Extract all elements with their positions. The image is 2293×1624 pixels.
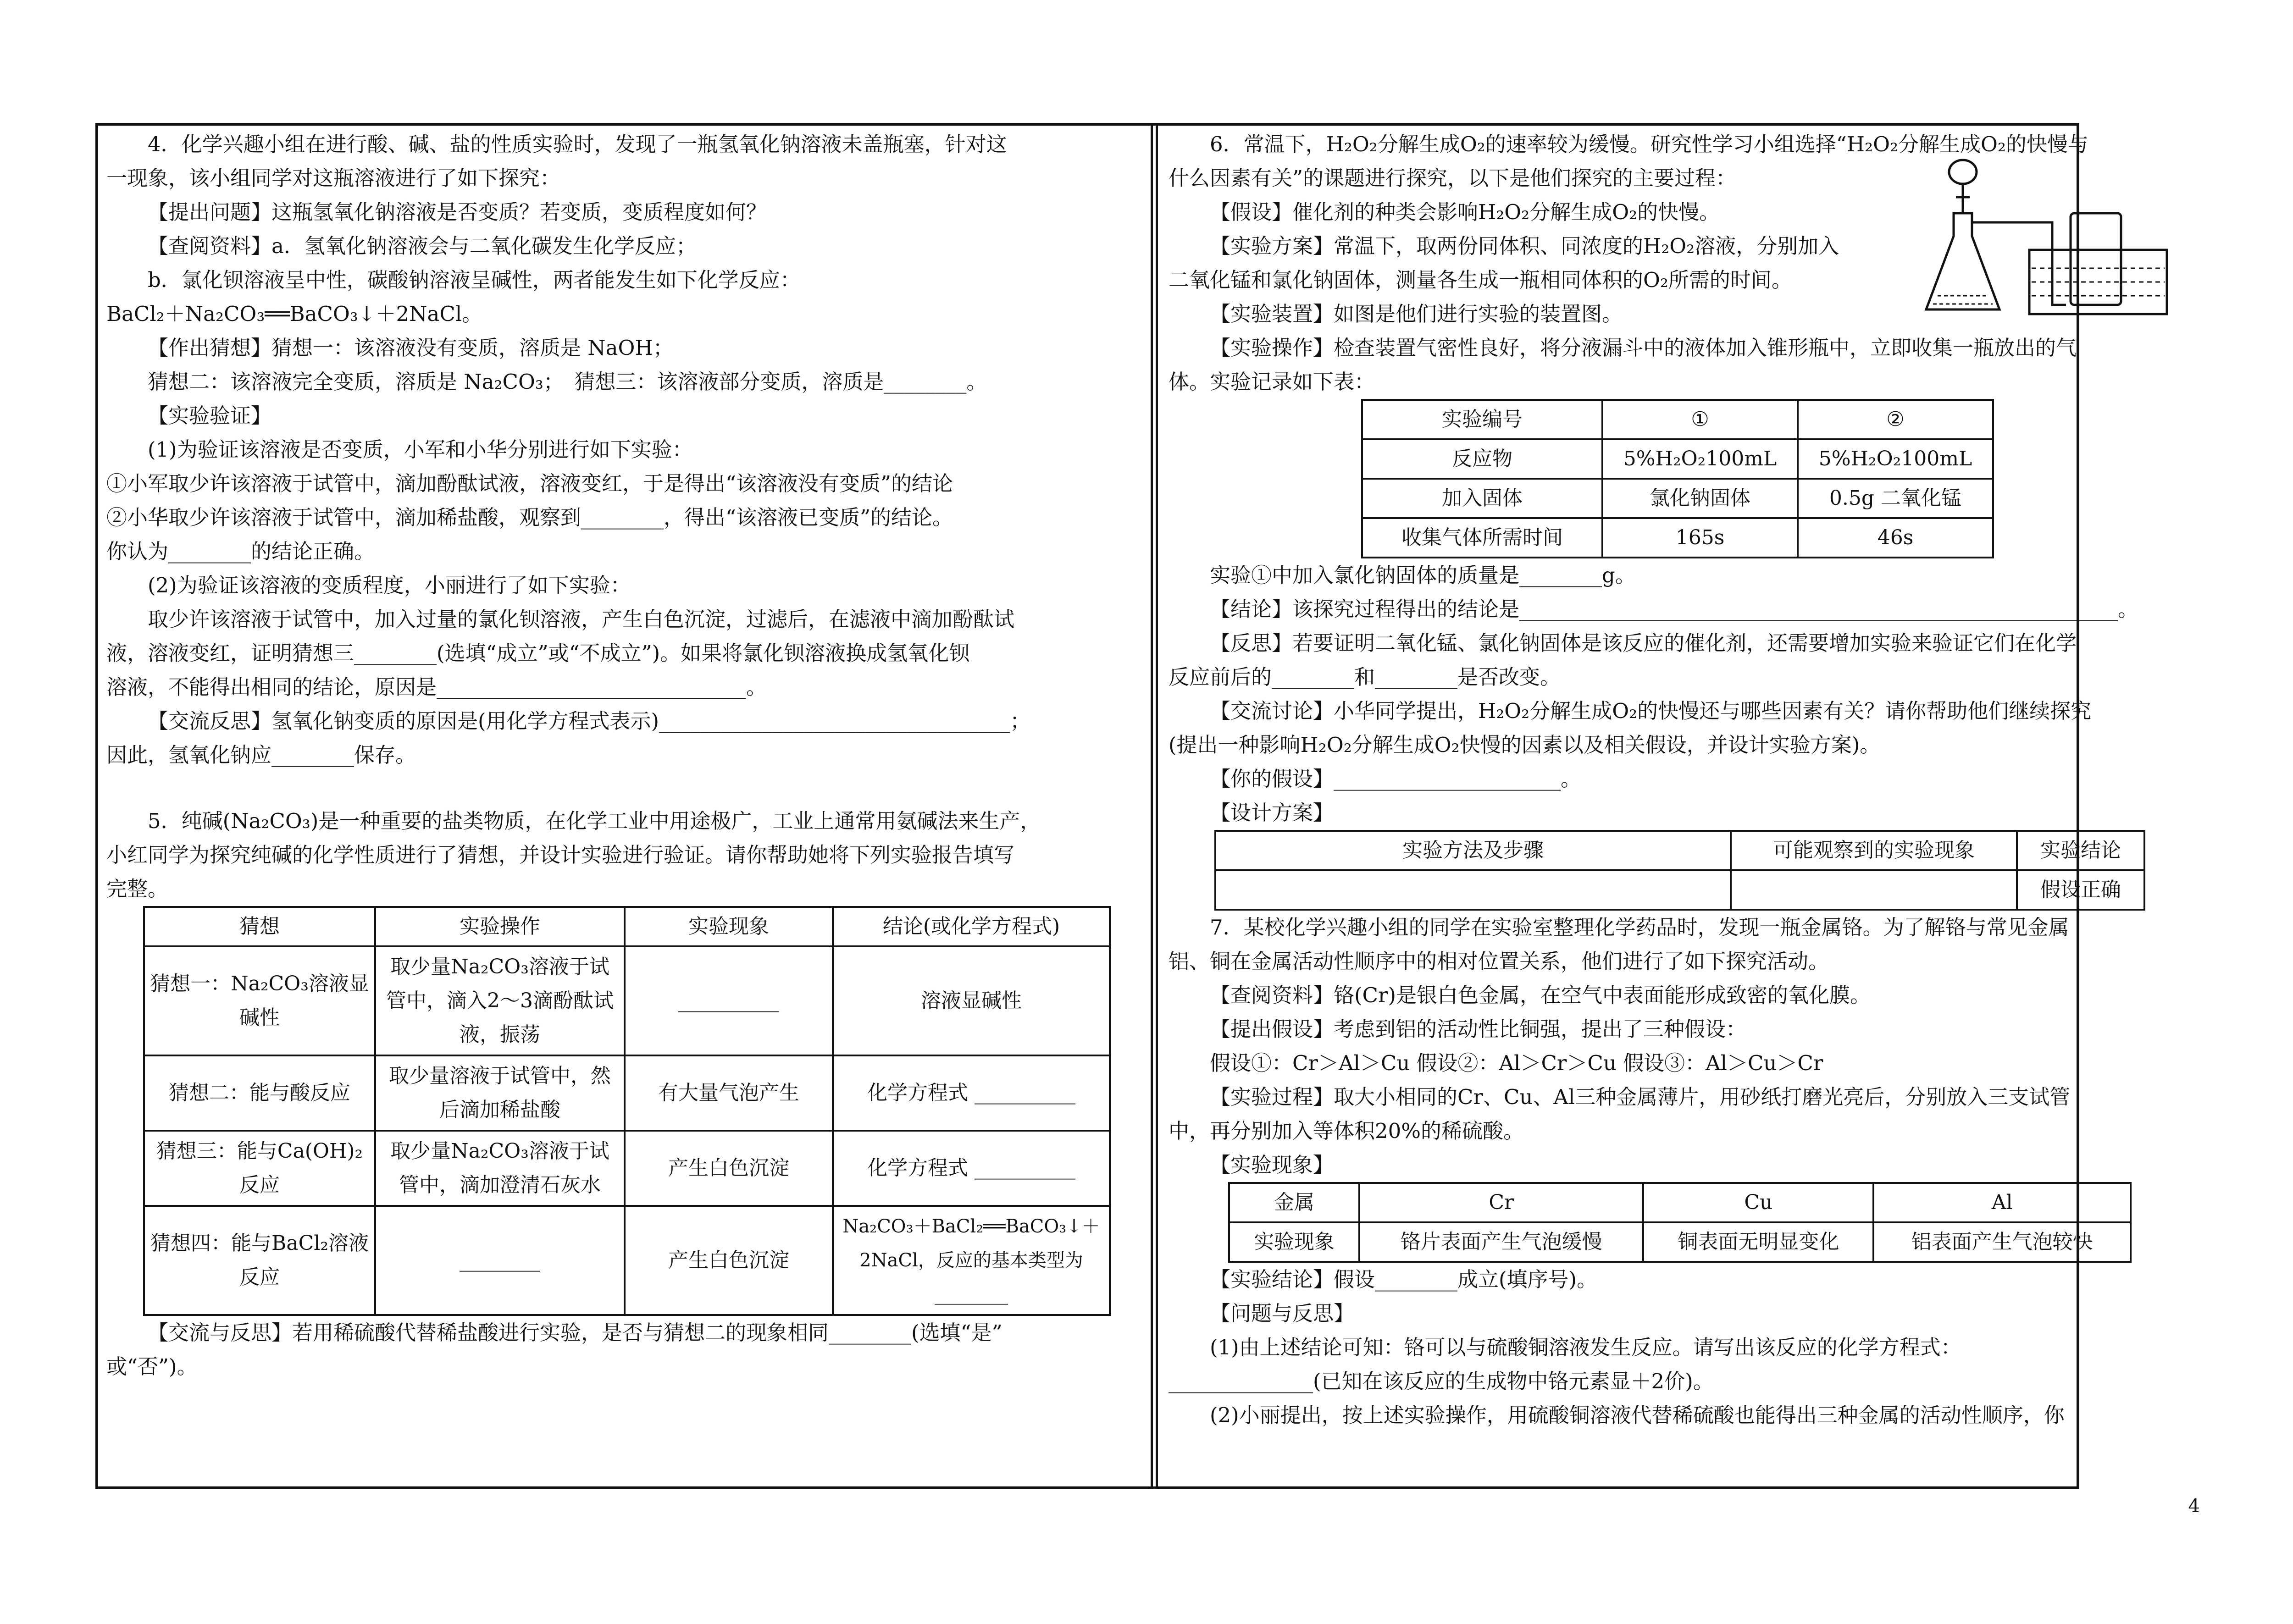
table-cell: 铝表面产生气泡较快 — [1873, 1222, 2131, 1262]
q6-line: 什么因素有关”的课题进行探究，以下是他们探究的主要过程： — [1169, 166, 1737, 190]
table-cell: 165s — [1602, 518, 1798, 558]
table-cell: 猜想三：能与Ca(OH)₂反应 — [144, 1131, 375, 1206]
table-header-row — [144, 907, 1110, 946]
q4-line: BaCl₂＋Na₂CO₃══BaCO₃↓＋2NaCl。 — [106, 302, 483, 326]
table-header: Cu — [1643, 1183, 1873, 1222]
q4-line: 你认为________的结论正确。 — [106, 539, 375, 563]
q7-line: 【查阅资料】铬(Cr)是银白色金属，在空气中表面能形成致密的氧化膜。 — [1210, 983, 1871, 1007]
q6-line: 【你的假设】______________________。 — [1210, 767, 1582, 791]
table-header: Cr — [1359, 1183, 1643, 1222]
design-table — [1214, 830, 2145, 911]
table-cell: __________ — [625, 946, 833, 1055]
table-header: 实验结论 — [2017, 831, 2144, 870]
table-header: 结论(或化学方程式) — [833, 907, 1110, 946]
q6-line: 【实验操作】检查装置气密性良好，将分液漏斗中的液体加入锥形瓶中，立即收集一瓶放出的气 — [1210, 336, 2077, 360]
column-divider — [1151, 123, 1158, 1489]
table-header: 实验现象 — [625, 907, 833, 946]
q7-line: 铝、铜在金属活动性顺序中的相对位置关系，他们进行了如下探究活动。 — [1169, 949, 1829, 973]
q7-line: 7．某校化学兴趣小组的同学在实验室整理化学药品时，发现一瓶金属铬。为了解铬与常见金属 — [1210, 915, 2069, 939]
conical-flask — [1926, 213, 1999, 309]
table-row — [1362, 518, 1993, 558]
q4-line: 【实验验证】 — [148, 403, 272, 428]
table-header: 可能观察到的实验现象 — [1731, 831, 2017, 870]
table-header-row — [1215, 831, 2144, 870]
q4-line: 【查阅资料】a．氢氧化钠溶液会与二氧化碳发生化学反应； — [148, 234, 697, 258]
table-cell: ① — [1602, 400, 1798, 439]
table-cell: 5%H₂O₂100mL — [1602, 439, 1798, 479]
q6-line: 【反思】若要证明二氧化锰、氯化钠固体是该反应的催化剂，还需要增加实验来验证它们在化学 — [1210, 631, 2077, 655]
q7-line: 【实验结论】假设________成立(填序号)。 — [1210, 1267, 1598, 1292]
q4-line: 溶液，不能得出相同的结论，原因是______________________________。 — [106, 675, 767, 699]
table-header: 金属 — [1229, 1183, 1359, 1222]
apparatus-diagram — [1919, 158, 2194, 323]
table-cell: 产生白色沉淀 — [625, 1131, 833, 1206]
table-cell: 取少量Na₂CO₃溶液于试管中，滴入2～3滴酚酞试液，振荡 — [375, 946, 625, 1055]
page-number: 4 — [2188, 1496, 2200, 1517]
delivery-tube — [1972, 222, 2066, 305]
q4-line: 一现象，该小组同学对这瓶溶液进行了如下探究： — [106, 166, 561, 190]
table-row — [1362, 479, 1993, 518]
table-cell: 取少量溶液于试管中，然后滴加稀盐酸 — [375, 1055, 625, 1131]
q4-line: 4．化学兴趣小组在进行酸、碱、盐的性质实验时，发现了一瓶氢氧化钠溶液未盖瓶塞，针对这 — [148, 132, 1007, 156]
table-row — [1362, 439, 1993, 479]
table-row — [144, 1055, 1110, 1131]
table-cell: ② — [1798, 400, 1993, 439]
table-cell: 有大量气泡产生 — [625, 1055, 833, 1131]
question-7 — [1169, 911, 2189, 1432]
q6-line: 【实验方案】常温下，取两份同体积、同浓度的H₂O₂溶液，分别加入 — [1210, 234, 1839, 258]
table-header: Al — [1873, 1183, 2131, 1222]
metal-table — [1228, 1182, 2132, 1263]
separatory-funnel — [1949, 160, 1977, 184]
table-row — [1229, 1222, 2131, 1262]
q6-line: 【交流讨论】小华同学提出，H₂O₂分解生成O₂的快慢还与哪些因素有关？请你帮助他们继续探究 — [1210, 699, 2092, 723]
q4-line: ①小军取少许该溶液于试管中，滴加酚酞试液，溶液变红，于是得出“该溶液没有变质”的结论 — [106, 471, 953, 496]
table-header: 实验操作 — [375, 907, 625, 946]
q4-line: (1)为验证该溶液是否变质，小军和小华分别进行如下实验： — [148, 437, 693, 462]
table-cell: 收集气体所需时间 — [1362, 518, 1602, 558]
q4-line: 【提出问题】这瓶氢氧化钠溶液是否变质？若变质，变质程度如何？ — [148, 200, 767, 224]
q7-line: (2)小丽提出，按上述实验操作，用硫酸铜溶液代替稀硫酸也能得出三种金属的活动性顺序，你 — [1210, 1403, 2065, 1427]
q5-line: 完整。 — [106, 877, 169, 901]
q7-line: 【实验现象】 — [1210, 1153, 1334, 1177]
q5-line: 小红同学为探究纯碱的化学性质进行了猜想，并设计实验进行验证。请你帮助她将下列实验报告填写 — [106, 843, 1015, 867]
q4-line: (2)为验证该溶液的变质程度，小丽进行了如下实验： — [148, 573, 631, 597]
q6-line: 体。实验记录如下表： — [1169, 370, 1375, 394]
q7-line: 中，再分别加入等体积20%的稀硫酸。 — [1169, 1119, 1524, 1143]
q6-line: 实验①中加入氯化钠固体的质量是________g。 — [1210, 563, 1636, 587]
table-header: 猜想 — [144, 907, 375, 946]
question-5 — [106, 804, 1143, 1384]
q7-line: (1)由上述结论可知：铬可以与硫酸铜溶液发生反应。请写出该反应的化学方程式： — [1210, 1335, 1961, 1359]
q4-line: ②小华取少许该溶液于试管中，滴加稀盐酸，观察到________，得出“该溶液已变质”的结论。 — [106, 505, 953, 530]
q7-line: 【实验过程】取大小相同的Cr、Cu、Al三种金属薄片，用砂纸打磨光亮后，分别放入三支试管 — [1210, 1085, 2071, 1109]
table-row — [144, 1206, 1110, 1315]
table-cell: 氯化钠固体 — [1602, 479, 1798, 518]
q7-line: ______________(已知在该反应的生成物中铬元素显＋2价)。 — [1169, 1369, 1714, 1393]
table-cell: 化学方程式 __________ — [833, 1055, 1110, 1131]
question-4 — [106, 127, 1143, 772]
q4-line: b．氯化钡溶液呈中性，碳酸钠溶液呈碱性，两者能发生如下化学反应： — [148, 268, 801, 292]
q6-line: 6．常温下，H₂O₂分解生成O₂的速率较为缓慢。研究性学习小组选择“H₂O₂分解生成O₂的快慢与 — [1210, 132, 2088, 156]
gas-jar — [2071, 213, 2121, 305]
table-cell: 猜想二：能与酸反应 — [144, 1055, 375, 1131]
q6-record-table — [1361, 399, 1994, 558]
table-cell — [1731, 870, 2017, 910]
table-row — [144, 946, 1110, 1055]
q4-line: 取少许该溶液于试管中，加入过量的氯化钡溶液，产生白色沉淀，过滤后，在滤液中滴加酚酞试 — [148, 607, 1015, 631]
q6-line: 【设计方案】 — [1210, 801, 1334, 825]
q6-line: 【结论】该探究过程得出的结论是__________________________________________________________。 — [1210, 597, 2139, 621]
table-cell: 铜表面无明显变化 — [1643, 1222, 1873, 1262]
q4-line: 猜想二：该溶液完全变质，溶质是 Na₂CO₃； 猜想三：该溶液部分变质，溶质是________。 — [148, 370, 987, 394]
table-cell: ________ — [375, 1206, 625, 1315]
table-cell: 实验现象 — [1229, 1222, 1359, 1262]
q4-line: 因此，氢氧化钠应________保存。 — [106, 743, 416, 767]
table-cell: 46s — [1798, 518, 1993, 558]
q4-line: 【交流反思】氢氧化钠变质的原因是(用化学方程式表示)__________________________________； — [148, 709, 1031, 733]
q7-line: 【问题与反思】 — [1210, 1301, 1355, 1326]
table-cell: 铬片表面产生气泡缓慢 — [1359, 1222, 1643, 1262]
q7-line: 【提出假设】考虑到铝的活动性比铜强，提出了三种假设： — [1210, 1017, 1747, 1041]
q6-line: 反应前后的________和________是否改变。 — [1169, 665, 1561, 689]
table-row — [1362, 400, 1993, 439]
q5-table — [143, 906, 1111, 1316]
table-cell: Na₂CO₃＋BaCl₂══BaCO₃↓＋2NaCl，反应的基本类型为________ — [833, 1206, 1110, 1315]
q6-line: (提出一种影响H₂O₂分解生成O₂快慢的因素以及相关假设，并设计实验方案)。 — [1169, 733, 1881, 757]
q4-line: 【作出猜想】猜想一：该溶液没有变质，溶质是 NaOH； — [148, 336, 674, 360]
q7-line: 假设①：Cr＞Al＞Cu 假设②：Al＞Cr＞Cu 假设③：Al＞Cu＞Cr — [1210, 1051, 1823, 1075]
table-cell: 猜想四：能与BaCl₂溶液反应 — [144, 1206, 375, 1315]
table-cell: 化学方程式 __________ — [833, 1131, 1110, 1206]
table-cell: 加入固体 — [1362, 479, 1602, 518]
table-cell — [1215, 870, 1731, 910]
q6-line: 【实验装置】如图是他们进行实验的装置图。 — [1210, 302, 1623, 326]
q4-line: 液，溶液变红，证明猜想三________(选填“成立”或“不成立”)。如果将氯化钡溶液换成氢氧化钡 — [106, 641, 970, 665]
table-cell: 0.5g 二氧化锰 — [1798, 479, 1993, 518]
table-row — [1215, 870, 2144, 910]
q5-line: 或“否”)。 — [106, 1354, 198, 1379]
table-row — [144, 1131, 1110, 1206]
table-cell: 猜想一：Na₂CO₃溶液显碱性 — [144, 946, 375, 1055]
table-cell: 反应物 — [1362, 439, 1602, 479]
q6-line: 二氧化锰和氯化钠固体，测量各生成一瓶相同体积的O₂所需的时间。 — [1169, 268, 1792, 292]
table-cell: 假设正确 — [2017, 870, 2144, 910]
q5-line: 5．纯碱(Na₂CO₃)是一种重要的盐类物质，在化学工业中用途极广，工业上通常用氨碱法来生产， — [148, 809, 1041, 833]
table-cell: 5%H₂O₂100mL — [1798, 439, 1993, 479]
q6-line: 【假设】催化剂的种类会影响H₂O₂分解生成O₂的快慢。 — [1210, 200, 1720, 224]
q5-line: 【交流与反思】若用稀硫酸代替稀盐酸进行实验，是否与猜想二的现象相同________(选填“是” — [148, 1320, 1002, 1345]
left-column — [106, 127, 1143, 1384]
table-header-row — [1229, 1183, 2131, 1222]
table-cell: 溶液显碱性 — [833, 946, 1110, 1055]
table-cell: 产生白色沉淀 — [625, 1206, 833, 1315]
table-cell: 实验编号 — [1362, 400, 1602, 439]
table-cell: 取少量Na₂CO₃溶液于试管中，滴加澄清石灰水 — [375, 1131, 625, 1206]
table-header: 实验方法及步骤 — [1215, 831, 1731, 870]
